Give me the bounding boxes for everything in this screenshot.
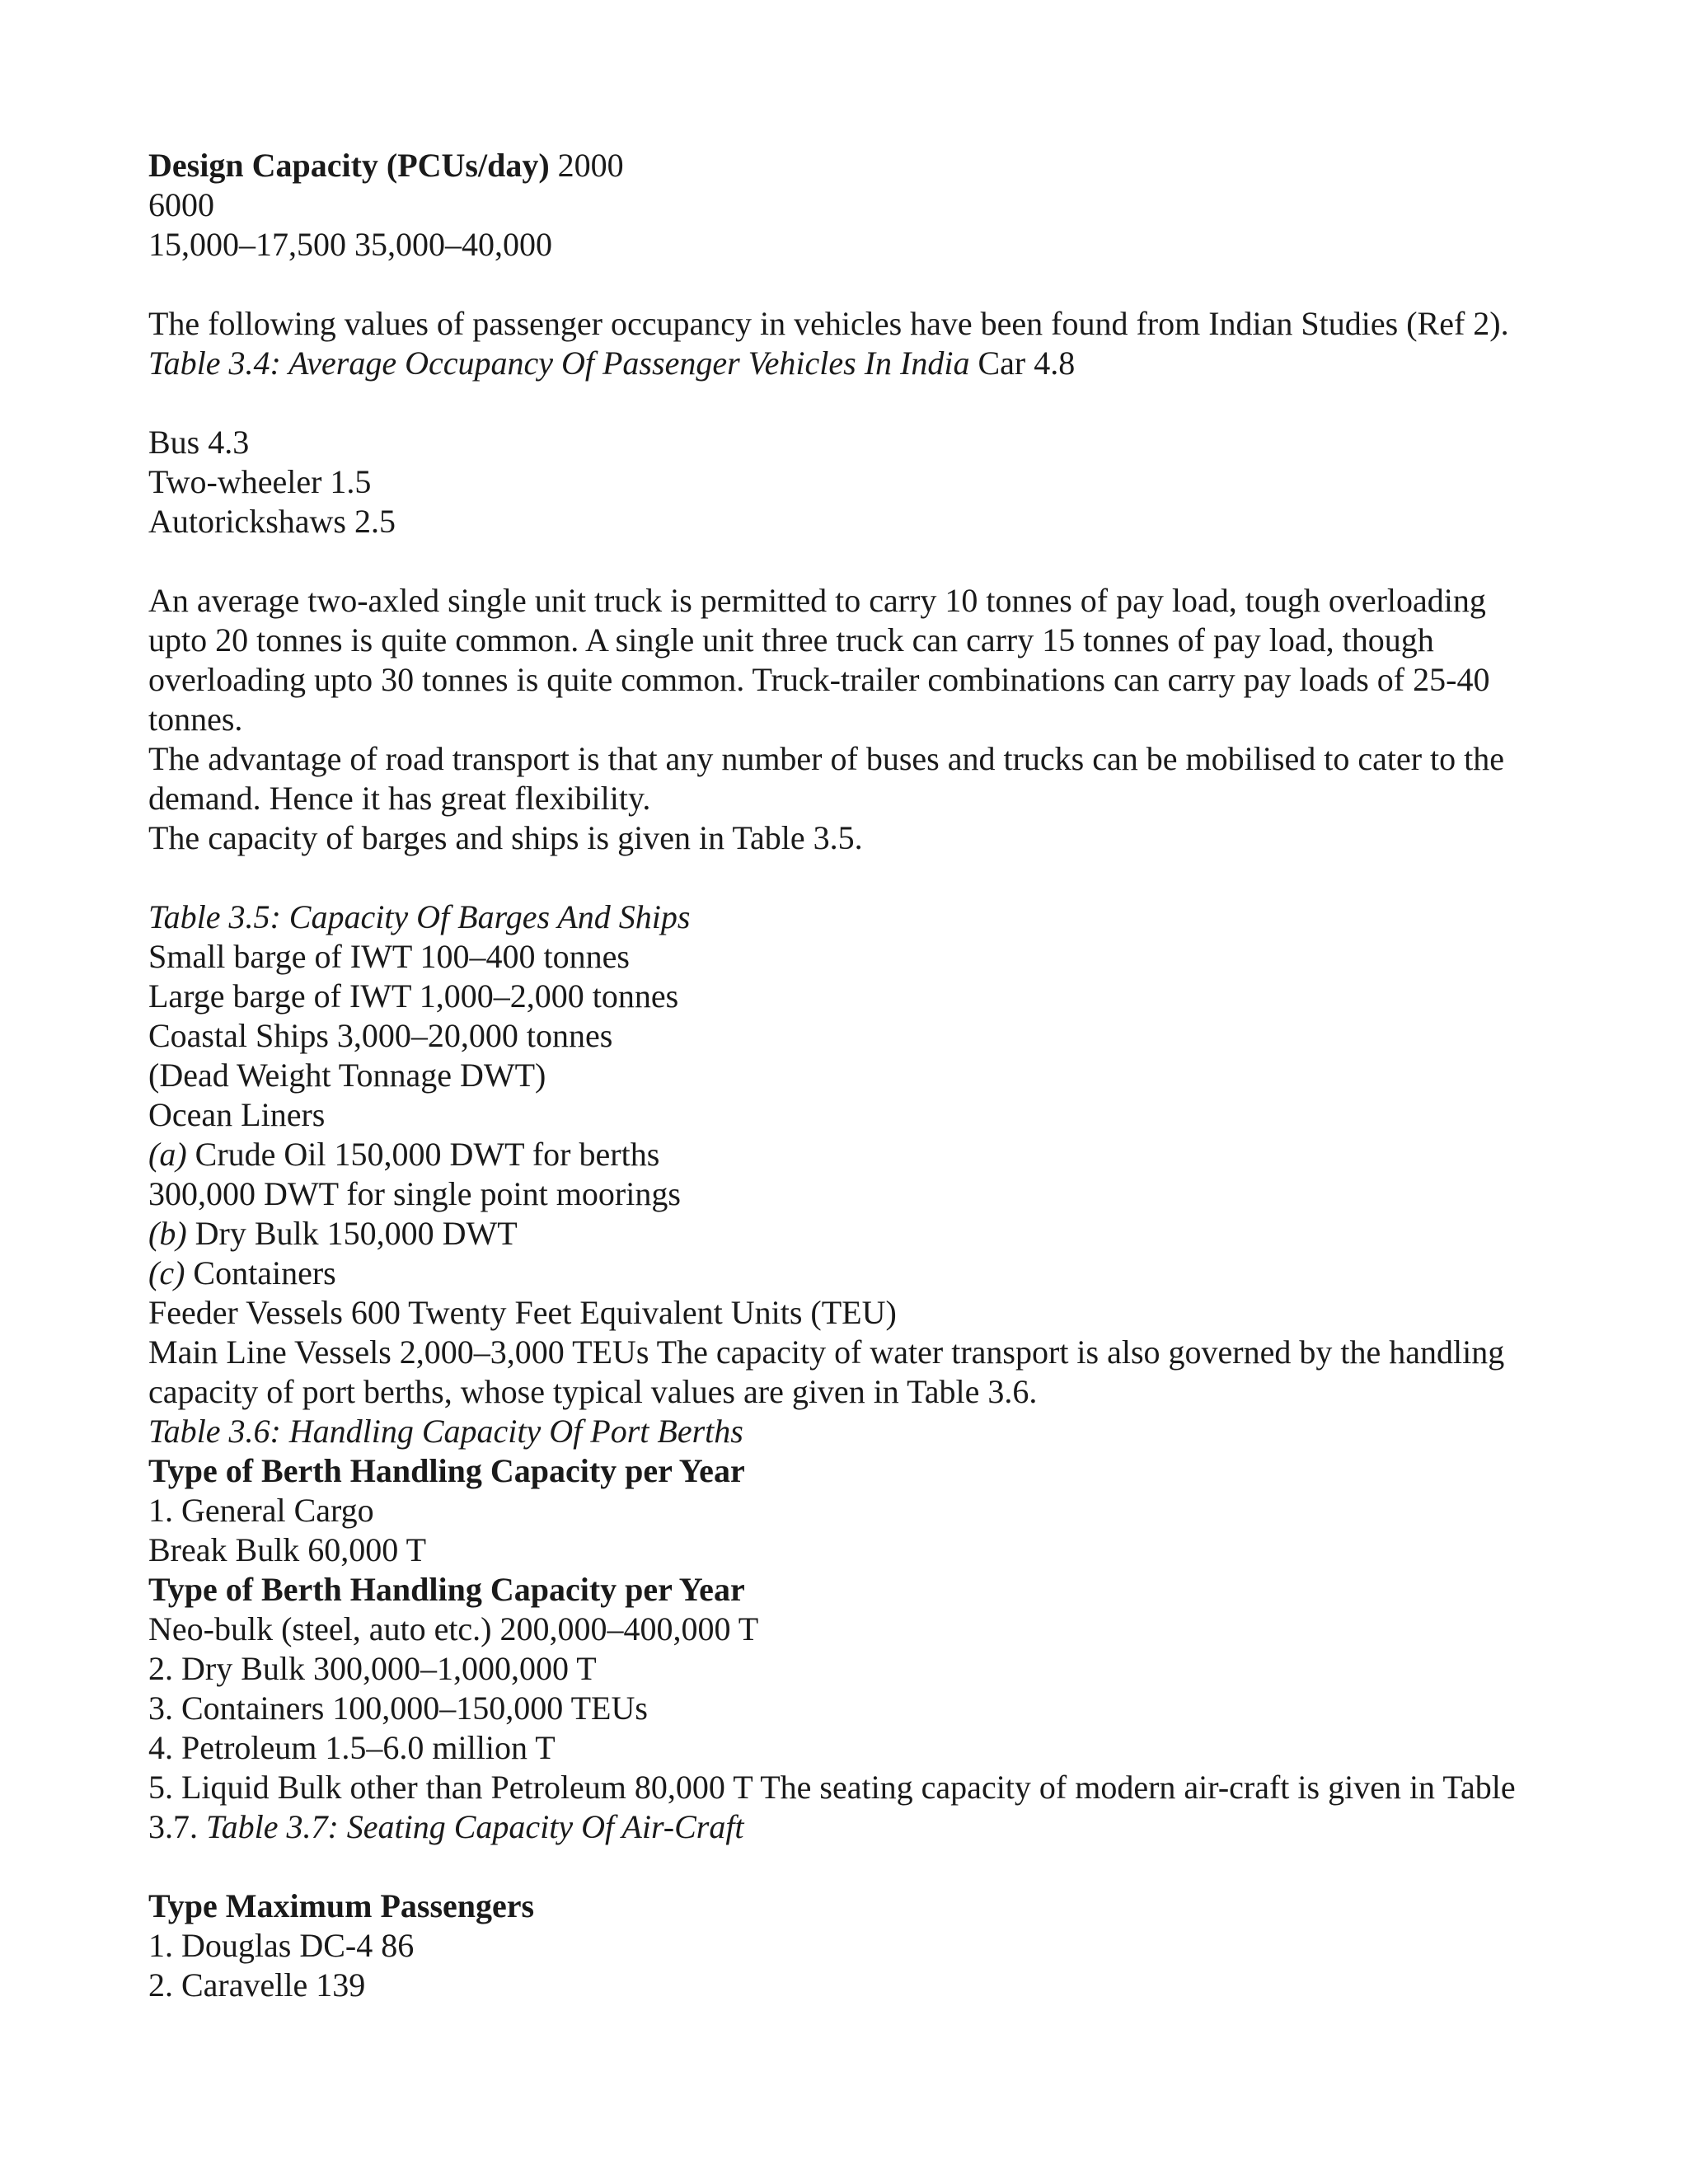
- table-3-5-row: Main Line Vessels 2,000–3,000 TEUs The capacity of water transport is also governed by the handling: [148, 1333, 1505, 1371]
- table-3-5-row: (Dead Weight Tonnage DWT): [148, 1057, 546, 1094]
- table-3-5-row: Large barge of IWT 1,000–2,000 tonnes: [148, 977, 679, 1015]
- table-3-7-row: 2. Caravelle 139: [148, 1966, 366, 2004]
- truck-paragraph-line: tonnes.: [148, 701, 243, 738]
- table-3-5-title: Table 3.5: Capacity Of Barges And Ships: [148, 898, 691, 935]
- occupancy-row-two-wheeler: Two-wheeler 1.5: [148, 463, 372, 500]
- table-3-7-prefix: 3.7.: [148, 1808, 206, 1845]
- table-3-6-row: Neo-bulk (steel, auto etc.) 200,000–400,000 T: [148, 1610, 759, 1647]
- table-3-5-row: capacity of port berths, whose typical values are given in Table 3.6.: [148, 1373, 1038, 1410]
- table-3-6-row: 2. Dry Bulk 300,000–1,000,000 T: [148, 1650, 597, 1687]
- spacer: [148, 1847, 1550, 1886]
- spacer: [148, 383, 1550, 423]
- table-3-7-title-line: [148, 1807, 1550, 1847]
- occupancy-intro: The following values of passenger occupancy in vehicles have been found from Indian Studies (Ref 2).: [148, 305, 1509, 342]
- item-label-c: (c): [148, 1254, 185, 1291]
- road-advantage-line: The advantage of road transport is that any number of buses and trucks can be mobilised to cater to the: [148, 740, 1505, 777]
- table-3-6-header: Type of Berth Handling Capacity per Year: [148, 1452, 745, 1489]
- design-capacity-value: 2000: [549, 147, 624, 184]
- truck-paragraph-line: An average two-axled single unit truck is permitted to carry 10 tonnes of pay load, tough overloading: [148, 582, 1486, 619]
- spacer: [148, 541, 1550, 581]
- document-page: [148, 146, 1550, 2005]
- table-3-4-line: [148, 344, 1550, 383]
- occupancy-row-autorickshaws: Autorickshaws 2.5: [148, 503, 396, 540]
- table-3-5-row: 300,000 DWT for single point moorings: [148, 1175, 681, 1212]
- table-3-6-title: Table 3.6: Handling Capacity Of Port Berths: [148, 1413, 743, 1450]
- truck-paragraph-line: upto 20 tonnes is quite common. A single unit three truck can carry 15 tonnes of pay load, though: [148, 621, 1434, 658]
- table-3-6-row: 5. Liquid Bulk other than Petroleum 80,000 T The seating capacity of modern air-craft is given in Table: [148, 1769, 1516, 1806]
- table-3-6-row: 3. Containers 100,000–150,000 TEUs: [148, 1690, 648, 1727]
- design-capacity-heading: Design Capacity (PCUs/day): [148, 147, 550, 184]
- table-3-7-title: Table 3.7: Seating Capacity Of Air-Craft: [206, 1808, 744, 1845]
- table-3-5-row: Feeder Vessels 600 Twenty Feet Equivalent Units (TEU): [148, 1294, 897, 1331]
- table-3-5-row: [148, 1254, 1550, 1293]
- table-3-4-car-row: Car 4.8: [969, 344, 1076, 382]
- design-capacity-value-2: 6000: [148, 186, 214, 223]
- barges-intro-line: The capacity of barges and ships is given in Table 3.5.: [148, 819, 863, 856]
- design-capacity-value-3: 15,000–17,500 35,000–40,000: [148, 226, 552, 263]
- table-3-6-row: Break Bulk 60,000 T: [148, 1531, 427, 1568]
- table-3-5-row: Small barge of IWT 100–400 tonnes: [148, 938, 630, 975]
- table-3-7-header: Type Maximum Passengers: [148, 1887, 535, 1924]
- road-advantage-line: demand. Hence it has great flexibility.: [148, 780, 651, 817]
- table-3-5-row: [148, 1214, 1550, 1254]
- table-3-4-title: Table 3.4: Average Occupancy Of Passenger Vehicles In India: [148, 344, 970, 382]
- item-label-b: (b): [148, 1215, 187, 1252]
- item-label-a: (a): [148, 1136, 187, 1173]
- table-3-7-row: 1. Douglas DC-4 86: [148, 1927, 415, 1964]
- item-text-b: Dry Bulk 150,000 DWT: [186, 1215, 518, 1252]
- occupancy-row-bus: Bus 4.3: [148, 424, 250, 461]
- design-capacity-line: [148, 146, 1550, 185]
- truck-paragraph-line: overloading upto 30 tonnes is quite common. Truck-trailer combinations can carry pay loads of 25-40: [148, 661, 1490, 698]
- table-3-5-row: [148, 1135, 1550, 1174]
- item-text-c: Containers: [185, 1254, 336, 1291]
- table-3-6-row: 4. Petroleum 1.5–6.0 million T: [148, 1729, 556, 1766]
- item-text-a: Crude Oil 150,000 DWT for berths: [186, 1136, 660, 1173]
- table-3-5-row: Ocean Liners: [148, 1096, 326, 1133]
- table-3-6-header: Type of Berth Handling Capacity per Year: [148, 1571, 745, 1608]
- table-3-5-row: Coastal Ships 3,000–20,000 tonnes: [148, 1017, 613, 1054]
- table-3-6-row: 1. General Cargo: [148, 1492, 374, 1529]
- spacer: [148, 858, 1550, 898]
- spacer: [148, 265, 1550, 304]
